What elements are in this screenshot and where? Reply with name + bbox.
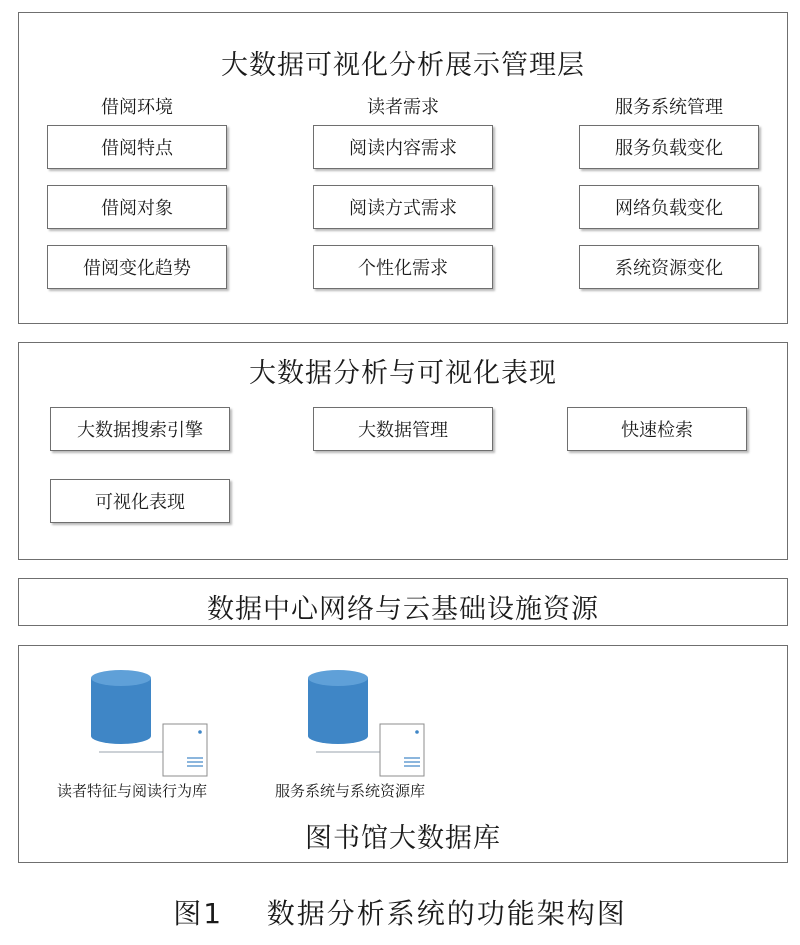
- analysis-visualization-layer: [18, 342, 788, 560]
- database-icon: [296, 668, 436, 778]
- box-service-load: 服务负载变化: [579, 125, 759, 169]
- box-big-data-management: 大数据管理: [313, 407, 493, 451]
- box-borrowing-objects: 借阅对象: [47, 185, 227, 229]
- box-personalized-needs: 个性化需求: [313, 245, 493, 289]
- database-icon: [79, 668, 219, 778]
- box-fast-retrieval: 快速检索: [567, 407, 747, 451]
- box-reading-mode-needs: 阅读方式需求: [313, 185, 493, 229]
- box-borrowing-features: 借阅特点: [47, 125, 227, 169]
- box-visual-presentation: 可视化表现: [50, 479, 230, 523]
- layer-title: 大数据可视化分析展示管理层: [221, 50, 585, 81]
- visualization-management-layer: [18, 12, 788, 324]
- column-heading-reader-needs: 读者需求: [367, 97, 439, 118]
- library-database-layer: [18, 645, 788, 863]
- figure-caption: 图1 数据分析系统的功能架构图: [173, 897, 627, 930]
- box-borrowing-trend: 借阅变化趋势: [47, 245, 227, 289]
- database-cylinder-top: [91, 670, 151, 686]
- database-label-service: 服务系统与系统资源库: [275, 782, 426, 800]
- box-search-engine: 大数据搜索引擎: [50, 407, 230, 451]
- database-reader-behavior: [79, 668, 209, 778]
- column-heading-borrowing: 借阅环境: [101, 97, 173, 118]
- box-reading-content-needs: 阅读内容需求: [313, 125, 493, 169]
- layer-title: 数据中心网络与云基础设施资源: [207, 594, 599, 625]
- database-cylinder-body: [91, 678, 151, 744]
- database-cylinder-top: [308, 670, 368, 686]
- database-label-reader: 读者特征与阅读行为库: [57, 782, 208, 800]
- infrastructure-layer: [18, 578, 788, 626]
- layer-title: 图书馆大数据库: [305, 823, 501, 854]
- box-system-resource: 系统资源变化: [579, 245, 759, 289]
- database-service-system: [296, 668, 426, 778]
- layer-title: 大数据分析与可视化表现: [249, 358, 557, 389]
- database-cylinder-body: [308, 678, 368, 744]
- column-heading-service-mgmt: 服务系统管理: [615, 97, 723, 118]
- box-network-load: 网络负载变化: [579, 185, 759, 229]
